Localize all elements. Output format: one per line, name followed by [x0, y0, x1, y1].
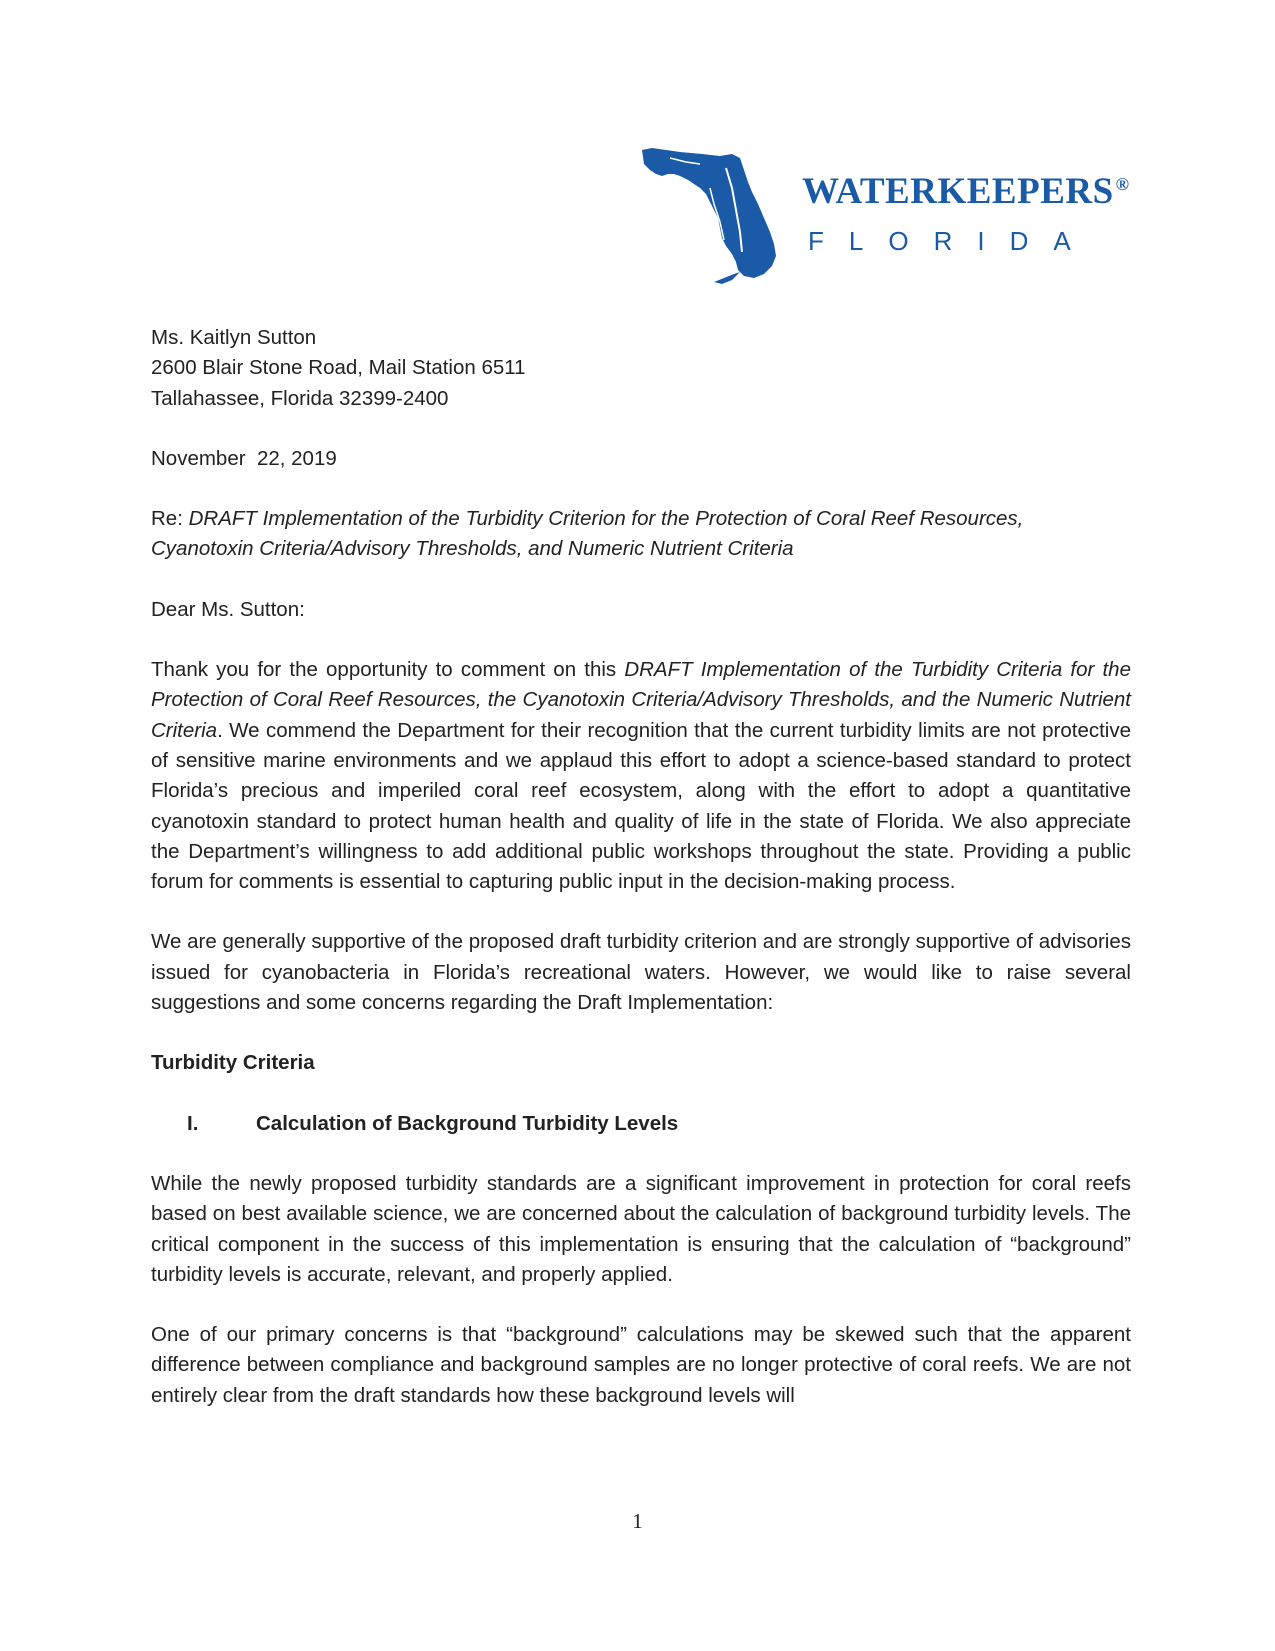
paragraph-intro-title: DRAFT Implementation of the Turbidity Criteria for the Protection of Coral Reef Resources, the Cyanotoxin Criteria/Advisory Thresholds, and the Numeric Nutrient Criteria [151, 658, 1131, 742]
recipient-street: 2600 Blair Stone Road, Mail Station 6511 [151, 356, 526, 380]
paragraph-background: While the newly proposed turbidity standards are a significant improvement in protection for coral reefs based on best available science, we are concerned about the calculation of background turbidity levels. The critical component in the success of this implementation is ensuring that the calculation of “background” turbidity levels is accurate, relevant, and properly applied. [151, 1171, 1131, 1286]
florida-map-icon [640, 148, 800, 288]
section-heading: Turbidity Criteria [151, 1051, 315, 1075]
waterkeepers-florida-logo [640, 148, 1130, 298]
letter-body [151, 323, 1131, 1441]
recipient-address [151, 323, 1131, 414]
logo-wordmark: WATERKEEPERS ® [802, 171, 1130, 212]
subject-title: DRAFT Implementation of the Turbidity Criterion for the Protection of Coral Reef Resources, Cyanotoxin Criteria/Advisory Thresholds, and Numeric Nutrient Criteria [151, 507, 1024, 561]
logo-subtitle: FLORIDA [808, 226, 1096, 256]
page-number: 1 [632, 1509, 643, 1533]
paragraph-intro-lead: Thank you for the opportunity to comment on this [151, 658, 625, 682]
recipient-city: Tallahassee, Florida 32399-2400 [151, 386, 449, 410]
letter-date: November 22, 2019 [151, 446, 337, 470]
subsection-heading [151, 1109, 1131, 1139]
subject-line [151, 504, 1131, 565]
paragraph-intro [151, 655, 1131, 897]
registered-mark: ® [1115, 174, 1130, 194]
paragraph-concerns: One of our primary concerns is that “background” calculations may be skewed such that the apparent difference between compliance and background samples are no longer protective of coral reefs. We are not entirely clear from the draft standards how these background levels will [151, 1323, 1131, 1407]
subsection-title: Calculation of Background Turbidity Levels [256, 1111, 679, 1135]
recipient-name: Ms. Kaitlyn Sutton [151, 326, 317, 349]
subsection-number: I. [187, 1111, 199, 1135]
salutation: Dear Ms. Sutton: [151, 597, 305, 621]
paragraph-intro-rest: . We commend the Department for their recognition that the current turbidity limits are not protective of sensitive marine environments and we applaud this effort to adopt a science-based standard to protect Florida’s precious and imperiled coral reef ecosystem, along with the effort to adopt a quantitative cyanotoxin standard to protect human health and quality of life in the state of Florida. We also appreciate the Department’s willingness to add additional public workshops throughout the state. Providing a public forum for comments is essential to capturing public input in the decision-making process. [151, 718, 1131, 894]
subject-prefix: Re: [151, 507, 189, 531]
paragraph-support: We are generally supportive of the proposed draft turbidity criterion and are strongly supportive of advisories issued for cyanobacteria in Florida’s recreational waters. However, we would like to raise several suggestions and some concerns regarding the Draft Implementation: [151, 930, 1131, 1015]
